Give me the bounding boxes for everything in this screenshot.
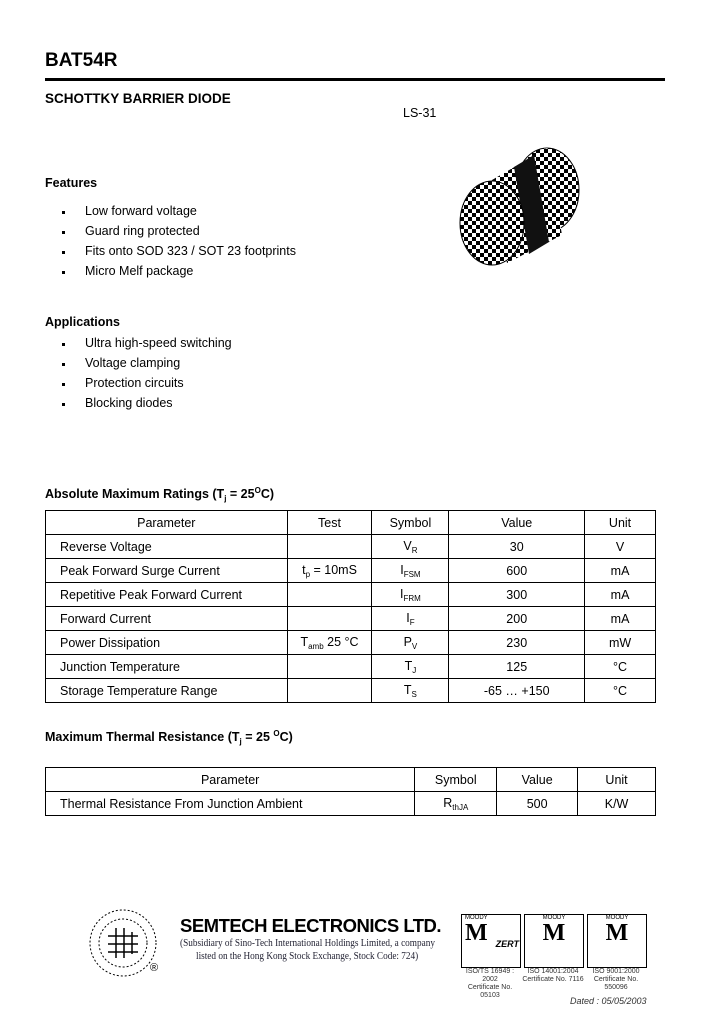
feature-item: Guard ring protected [85,224,296,244]
test-cell [287,535,372,559]
table-row [46,655,656,679]
value-cell: 30 [449,535,585,559]
unit-cell: mA [585,583,656,607]
column-header: Parameter [46,768,415,792]
param-cell: Repetitive Peak Forward Current [46,583,288,607]
param-cell: Forward Current [46,607,288,631]
table-row [46,792,656,816]
test-cell [287,607,372,631]
test-cell [287,679,372,703]
table-row [46,679,656,703]
certification-badge: MOODY M [587,914,647,968]
application-item: Blocking diodes [85,396,232,416]
company-subsidiary-line1: (Subsidiary of Sino-Tech International Holdings Limited, a company [180,937,435,949]
unit-cell: mA [585,607,656,631]
test-cell: $T_{amb}$ 25 °C [287,631,372,655]
symbol-cell: $R_{thJA}$ [415,792,497,816]
test-cell: $t_p = 10mS$ [287,559,372,583]
symbol-cell: $P_V$ [372,631,449,655]
applications-heading: Applications [45,315,121,329]
registered-mark: ® [150,962,159,974]
symbol-cell: $I_F$ [372,607,449,631]
certification-caption: ISO 14001:2004 Certificate No. 7116 [522,968,584,983]
value-cell: 500 [497,792,578,816]
part-number: BAT54R [45,50,118,71]
unit-cell: mW [585,631,656,655]
feature-item: Low forward voltage [85,204,296,224]
param-cell: Peak Forward Surge Current [46,559,288,583]
application-item: Voltage clamping [85,356,232,376]
certification-caption: ISO/TS 16949 : 2002 Certificate No. 05103 [465,968,515,999]
param-cell: Storage Temperature Range [46,679,288,703]
value-cell: 230 [449,631,585,655]
subtitle: SCHOTTKY BARRIER DIODE [45,91,231,106]
unit-cell: V [585,535,656,559]
column-header: Symbol [372,511,449,535]
company-name: SEMTECH ELECTRONICS LTD. [180,915,442,936]
column-header: Test [287,511,372,535]
applications-list [85,336,232,416]
package-label: LS-31 [403,106,437,120]
feature-item: Fits onto SOD 323 / SOT 23 footprints [85,244,296,264]
semtech-logo [88,908,158,978]
symbol-cell: $V_R$ [372,535,449,559]
unit-cell: K/W [578,792,656,816]
table-header-row [46,511,656,535]
table-row [46,535,656,559]
value-cell: -65 … +150 [449,679,585,703]
column-header: Unit [578,768,656,792]
column-header: Parameter [46,511,288,535]
company-subsidiary-line2: listed on the Hong Kong Stock Exchange, Stock Code: 724) [196,950,419,962]
certification-badge: MOODY M ZERT [461,914,521,968]
ratings-heading: Absolute Maximum Ratings $(T_j = 25^OC)$ [45,486,275,503]
thermal-heading: Maximum Thermal Resistance ($T_j = 25$ $^O$C) [45,729,293,746]
certification-badge: MOODY M [524,914,584,968]
header-rule [45,78,665,81]
feature-item: Micro Melf package [85,264,296,284]
param-cell: Junction Temperature [46,655,288,679]
value-cell: 200 [449,607,585,631]
unit-cell: mA [585,559,656,583]
test-cell [287,655,372,679]
column-header: Unit [585,511,656,535]
symbol-cell: $T_J$ [372,655,449,679]
value-cell: 600 [449,559,585,583]
ratings-table [45,510,656,703]
symbol-cell: $I_{FSM}$ [372,559,449,583]
symbol-cell: $T_S$ [372,679,449,703]
features-list [85,204,296,284]
application-item: Protection circuits [85,376,232,396]
column-header: Value [497,768,578,792]
unit-cell: °C [585,655,656,679]
dated-label: Dated : 05/05/2003 [570,996,647,1006]
table-row [46,607,656,631]
table-header-row [46,768,656,792]
features-heading: Features [45,176,98,190]
table-row [46,583,656,607]
application-item: Ultra high-speed switching [85,336,232,356]
certification-caption: ISO 9001:2000 Certificate No. 550096 [592,968,640,991]
symbol-cell: $I_{FRM}$ [372,583,449,607]
unit-cell: °C [585,679,656,703]
table-row [46,631,656,655]
thermal-table [45,767,656,816]
table-row [46,559,656,583]
value-cell: 300 [449,583,585,607]
param-cell: Thermal Resistance From Junction Ambient [46,792,415,816]
test-cell [287,583,372,607]
column-header: Value [449,511,585,535]
param-cell: Power Dissipation [46,631,288,655]
value-cell: 125 [449,655,585,679]
package-image [452,145,592,270]
column-header: Symbol [415,768,497,792]
param-cell: Reverse Voltage [46,535,288,559]
